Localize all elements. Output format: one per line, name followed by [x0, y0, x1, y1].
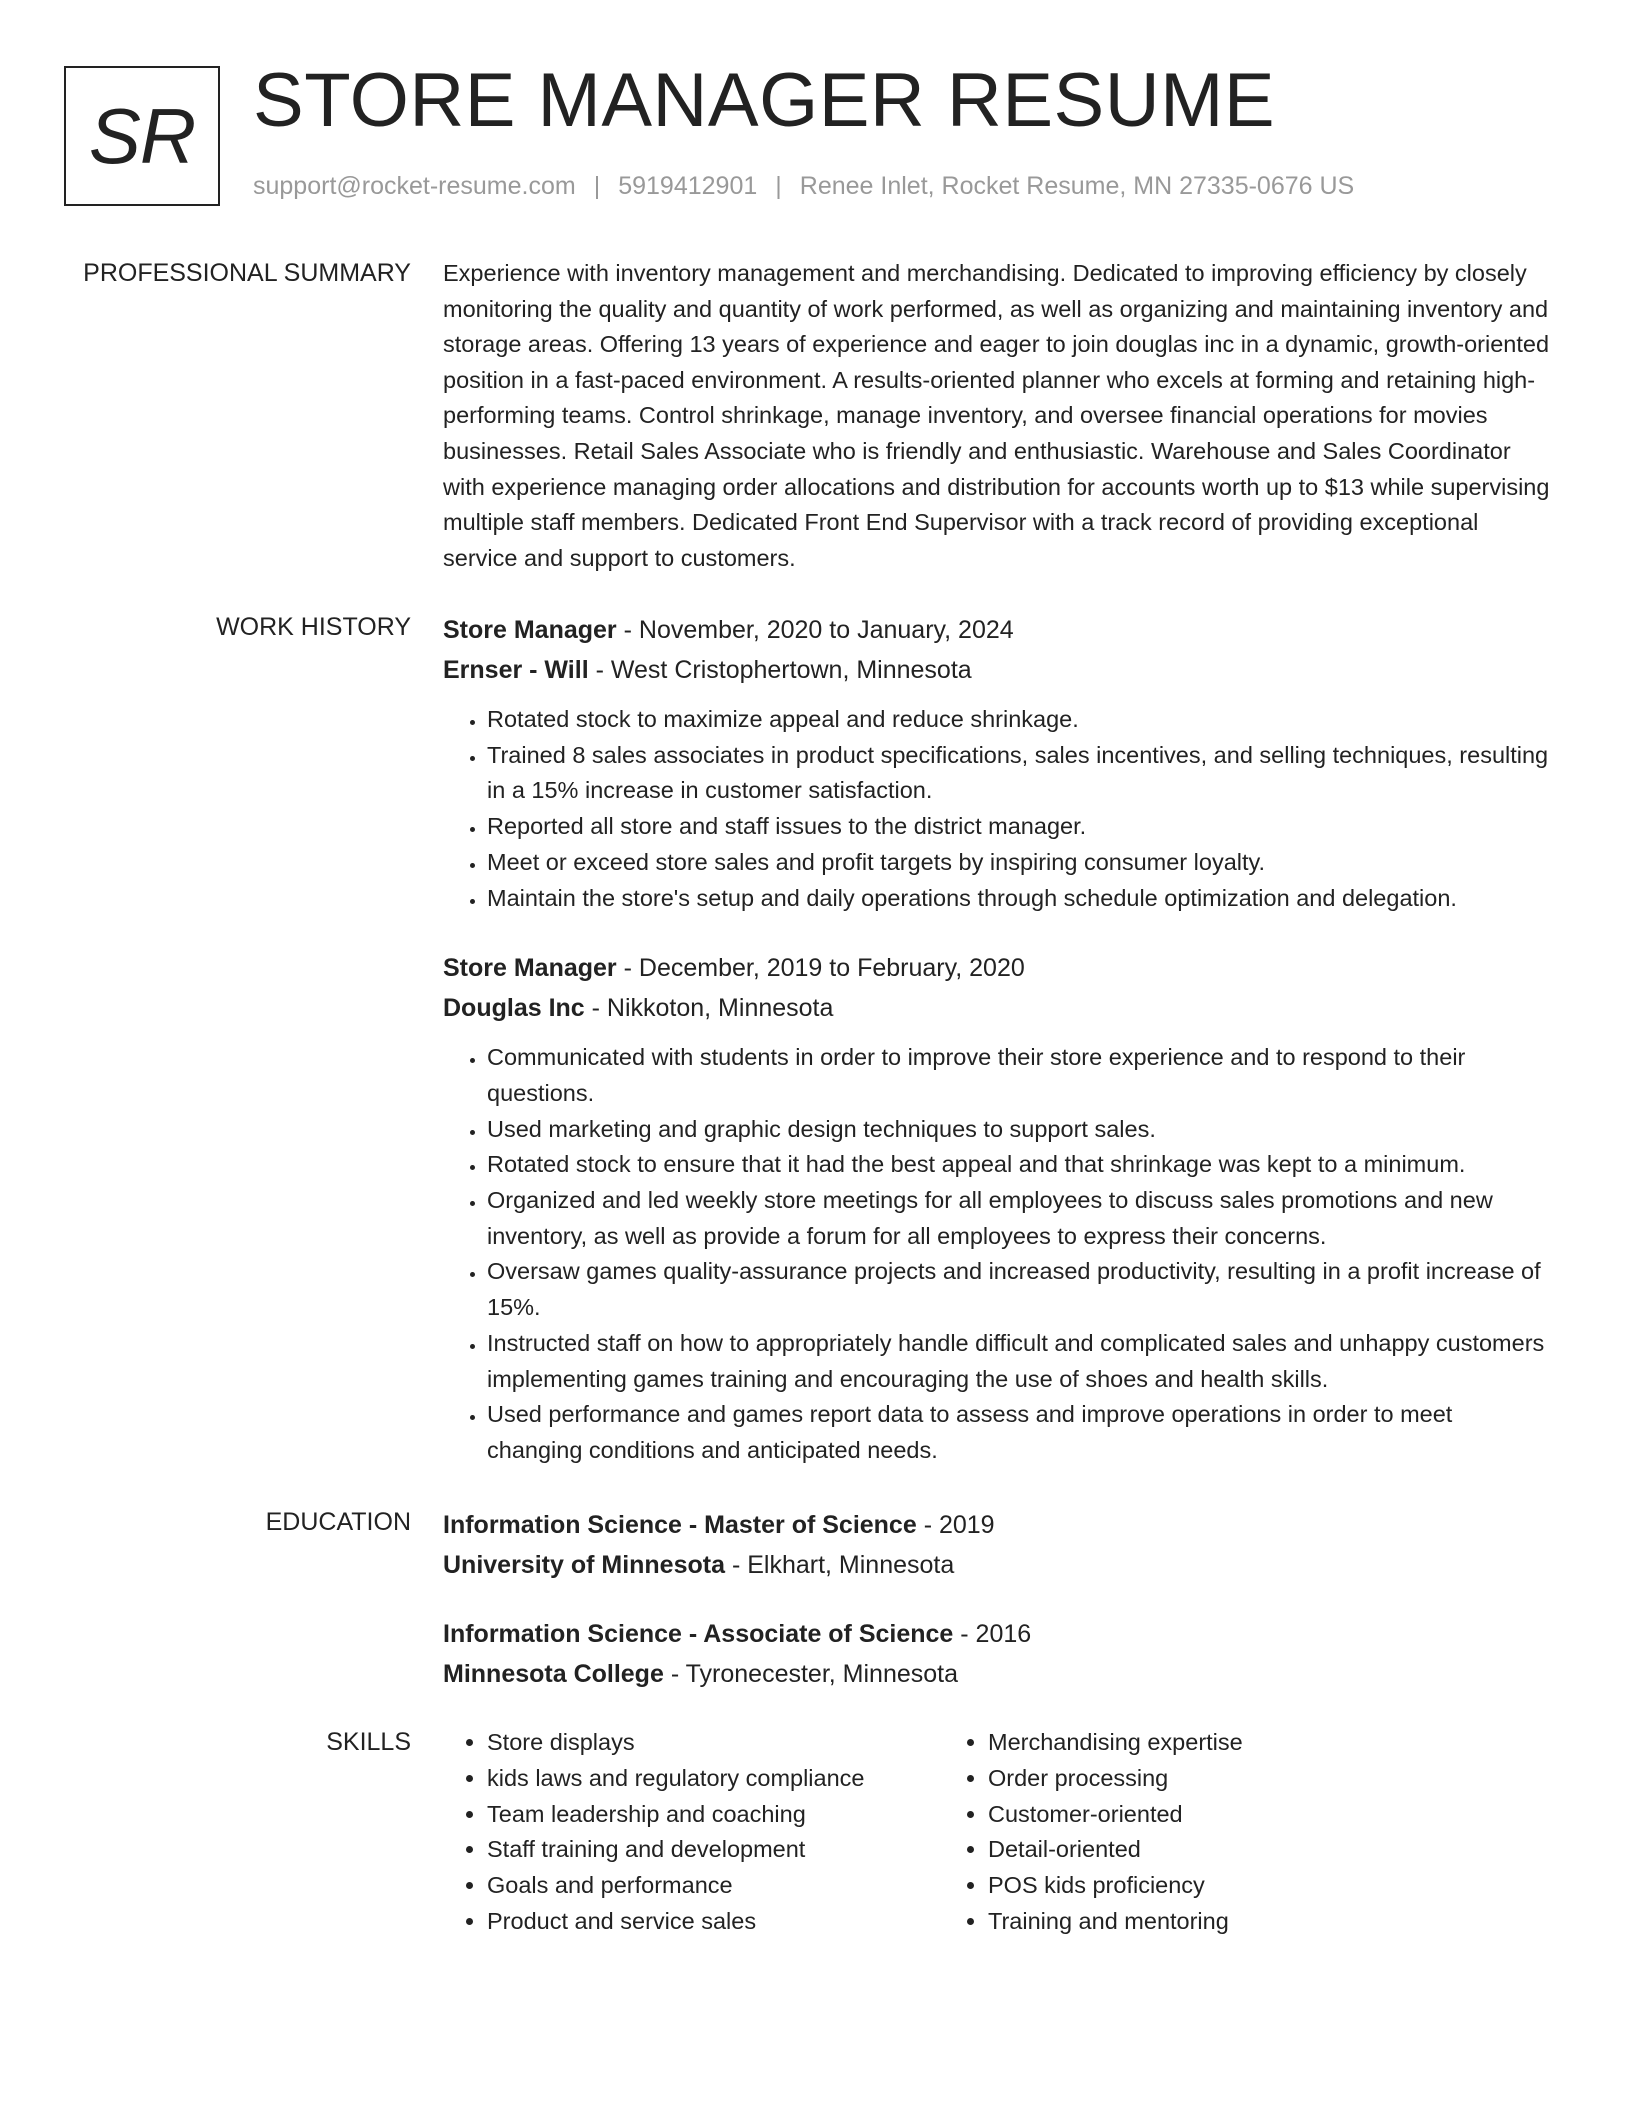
contact-separator: | [775, 172, 782, 200]
skill-item: • Goals and performance [487, 1868, 944, 1904]
summary-body [443, 256, 1553, 576]
job-dates: - December, 2019 to February, 2020 [616, 954, 1025, 983]
contact-address: Renee Inlet, Rocket Resume, MN 27335-0676 US [799, 172, 1355, 200]
education-body [443, 1505, 1553, 1694]
job-duty: • Organized and led weekly store meetings for all employees to discuss sales promotions and new inventory, as well as provide a forum for all employees to express their concerns. [487, 1183, 1553, 1254]
job-duties-list [443, 1040, 1553, 1468]
contact-line [253, 172, 1354, 201]
job-duty: • Communicated with students in order to improve their store experience and to respond to their questions. [487, 1040, 1553, 1111]
school-line [443, 1654, 1553, 1694]
degree-name: Information Science - Master of Science [443, 1511, 917, 1539]
skill-item: • Customer-oriented [988, 1797, 1445, 1833]
job-duty: • Rotated stock to maximize appeal and reduce shrinkage. [487, 702, 1553, 738]
job-location: - Nikkoton, Minnesota [584, 994, 834, 1023]
job-duty: • Meet or exceed store sales and profit targets by inspiring consumer loyalty. [487, 845, 1553, 881]
skill-item: • POS kids proficiency [988, 1868, 1445, 1904]
job-company-line [443, 988, 1553, 1028]
school-name: Minnesota College [443, 1660, 664, 1688]
job-entry [443, 610, 1553, 916]
job-duties-list [443, 702, 1553, 916]
skill-item: • Staff training and development [487, 1832, 944, 1868]
job-company: Ernser - Will [443, 656, 589, 684]
job-duty: • Instructed staff on how to appropriately handle difficult and complicated sales and unhappy customers implementing games training and encouraging the use of shoes and health skills. [487, 1326, 1553, 1397]
skills-body [443, 1725, 1553, 1940]
school-location: - Elkhart, Minnesota [725, 1551, 955, 1579]
skills-list-left [443, 1725, 944, 1940]
skill-item: • Detail-oriented [988, 1832, 1445, 1868]
job-duty: • Oversaw games quality-assurance projects and increased productivity, resulting in a profit increase of 15%. [487, 1254, 1553, 1325]
job-duty: • Rotated stock to ensure that it had the best appeal and that shrinkage was kept to a minimum. [487, 1147, 1553, 1183]
job-title-line [443, 610, 1553, 650]
education-entry [443, 1505, 1553, 1585]
skill-item: • Product and service sales [487, 1904, 944, 1940]
degree-line [443, 1505, 1553, 1545]
contact-separator: | [593, 172, 601, 200]
summary-heading: PROFESSIONAL SUMMARY [83, 259, 411, 287]
degree-year: - 2016 [953, 1620, 1032, 1648]
resume-title: STORE MANAGER RESUME [253, 58, 1276, 143]
school-name: University of Minnesota [443, 1551, 725, 1579]
work-history-heading: WORK HISTORY [216, 613, 411, 641]
degree-line [443, 1614, 1553, 1654]
job-duty: • Used marketing and graphic design techniques to support sales. [487, 1112, 1553, 1148]
job-title: Store Manager [443, 616, 617, 644]
job-company-line [443, 650, 1553, 690]
contact-phone: 5919412901 [618, 172, 758, 200]
skill-item: • Order processing [988, 1761, 1445, 1797]
job-title-line [443, 948, 1553, 988]
education-heading: EDUCATION [265, 1508, 411, 1536]
job-duty: • Maintain the store's setup and daily operations through schedule optimization and delegation. [487, 881, 1553, 917]
skill-item: • Merchandising expertise [988, 1725, 1445, 1761]
degree-name: Information Science - Associate of Science [443, 1620, 954, 1648]
job-duty: • Trained 8 sales associates in product specifications, sales incentives, and selling techniques, resulting in a 15% increase in customer satisfaction. [487, 738, 1553, 809]
skill-item: • kids laws and regulatory compliance [487, 1761, 944, 1797]
skill-item: • Training and mentoring [988, 1904, 1445, 1940]
school-location: - Tyronecester, Minnesota [663, 1660, 959, 1688]
skill-item: • Team leadership and coaching [487, 1797, 944, 1833]
job-duty: • Used performance and games report data to assess and improve operations in order to meet changing conditions and anticipated needs. [487, 1397, 1553, 1468]
skills-list-right [944, 1725, 1445, 1940]
job-location: - West Cristophertown, Minnesota [588, 656, 972, 684]
contact-email: support@rocket-resume.com [253, 172, 576, 200]
degree-year: - 2019 [916, 1511, 995, 1539]
summary-text: Experience with inventory management and merchandising. Dedicated to improving efficiency by closely monitoring the quality and quantity of work performed, as well as organizing and maintaining inventory and storage areas. Offering 13 years of experience and eager to join douglas inc in a dynamic, growth-oriented position in a fast-paced environment. A results-oriented planner who excels at forming and retaining high-performing teams. Control shrinkage, manage inventory, and oversee financial operations for movies businesses. Retail Sales Associate who is friendly and enthusiastic. Warehouse and Sales Coordinator with experience managing order allocations and distribution for accounts worth up to $13 while supervising multiple staff members. Dedicated Front End Supervisor with a track record of providing exceptional service and support to customers. [443, 260, 1550, 571]
monogram-logo: SR [64, 66, 220, 206]
school-line [443, 1545, 1553, 1585]
work-history-body [443, 610, 1553, 1469]
job-company: Douglas Inc [443, 994, 585, 1023]
education-entry [443, 1614, 1553, 1694]
job-duty: • Reported all store and staff issues to the district manager. [487, 809, 1553, 845]
job-entry [443, 948, 1553, 1468]
job-title: Store Manager [443, 954, 617, 983]
job-dates: - November, 2020 to January, 2024 [616, 616, 1014, 644]
skills-heading: SKILLS [326, 1728, 411, 1756]
skill-item: • Store displays [487, 1725, 944, 1761]
